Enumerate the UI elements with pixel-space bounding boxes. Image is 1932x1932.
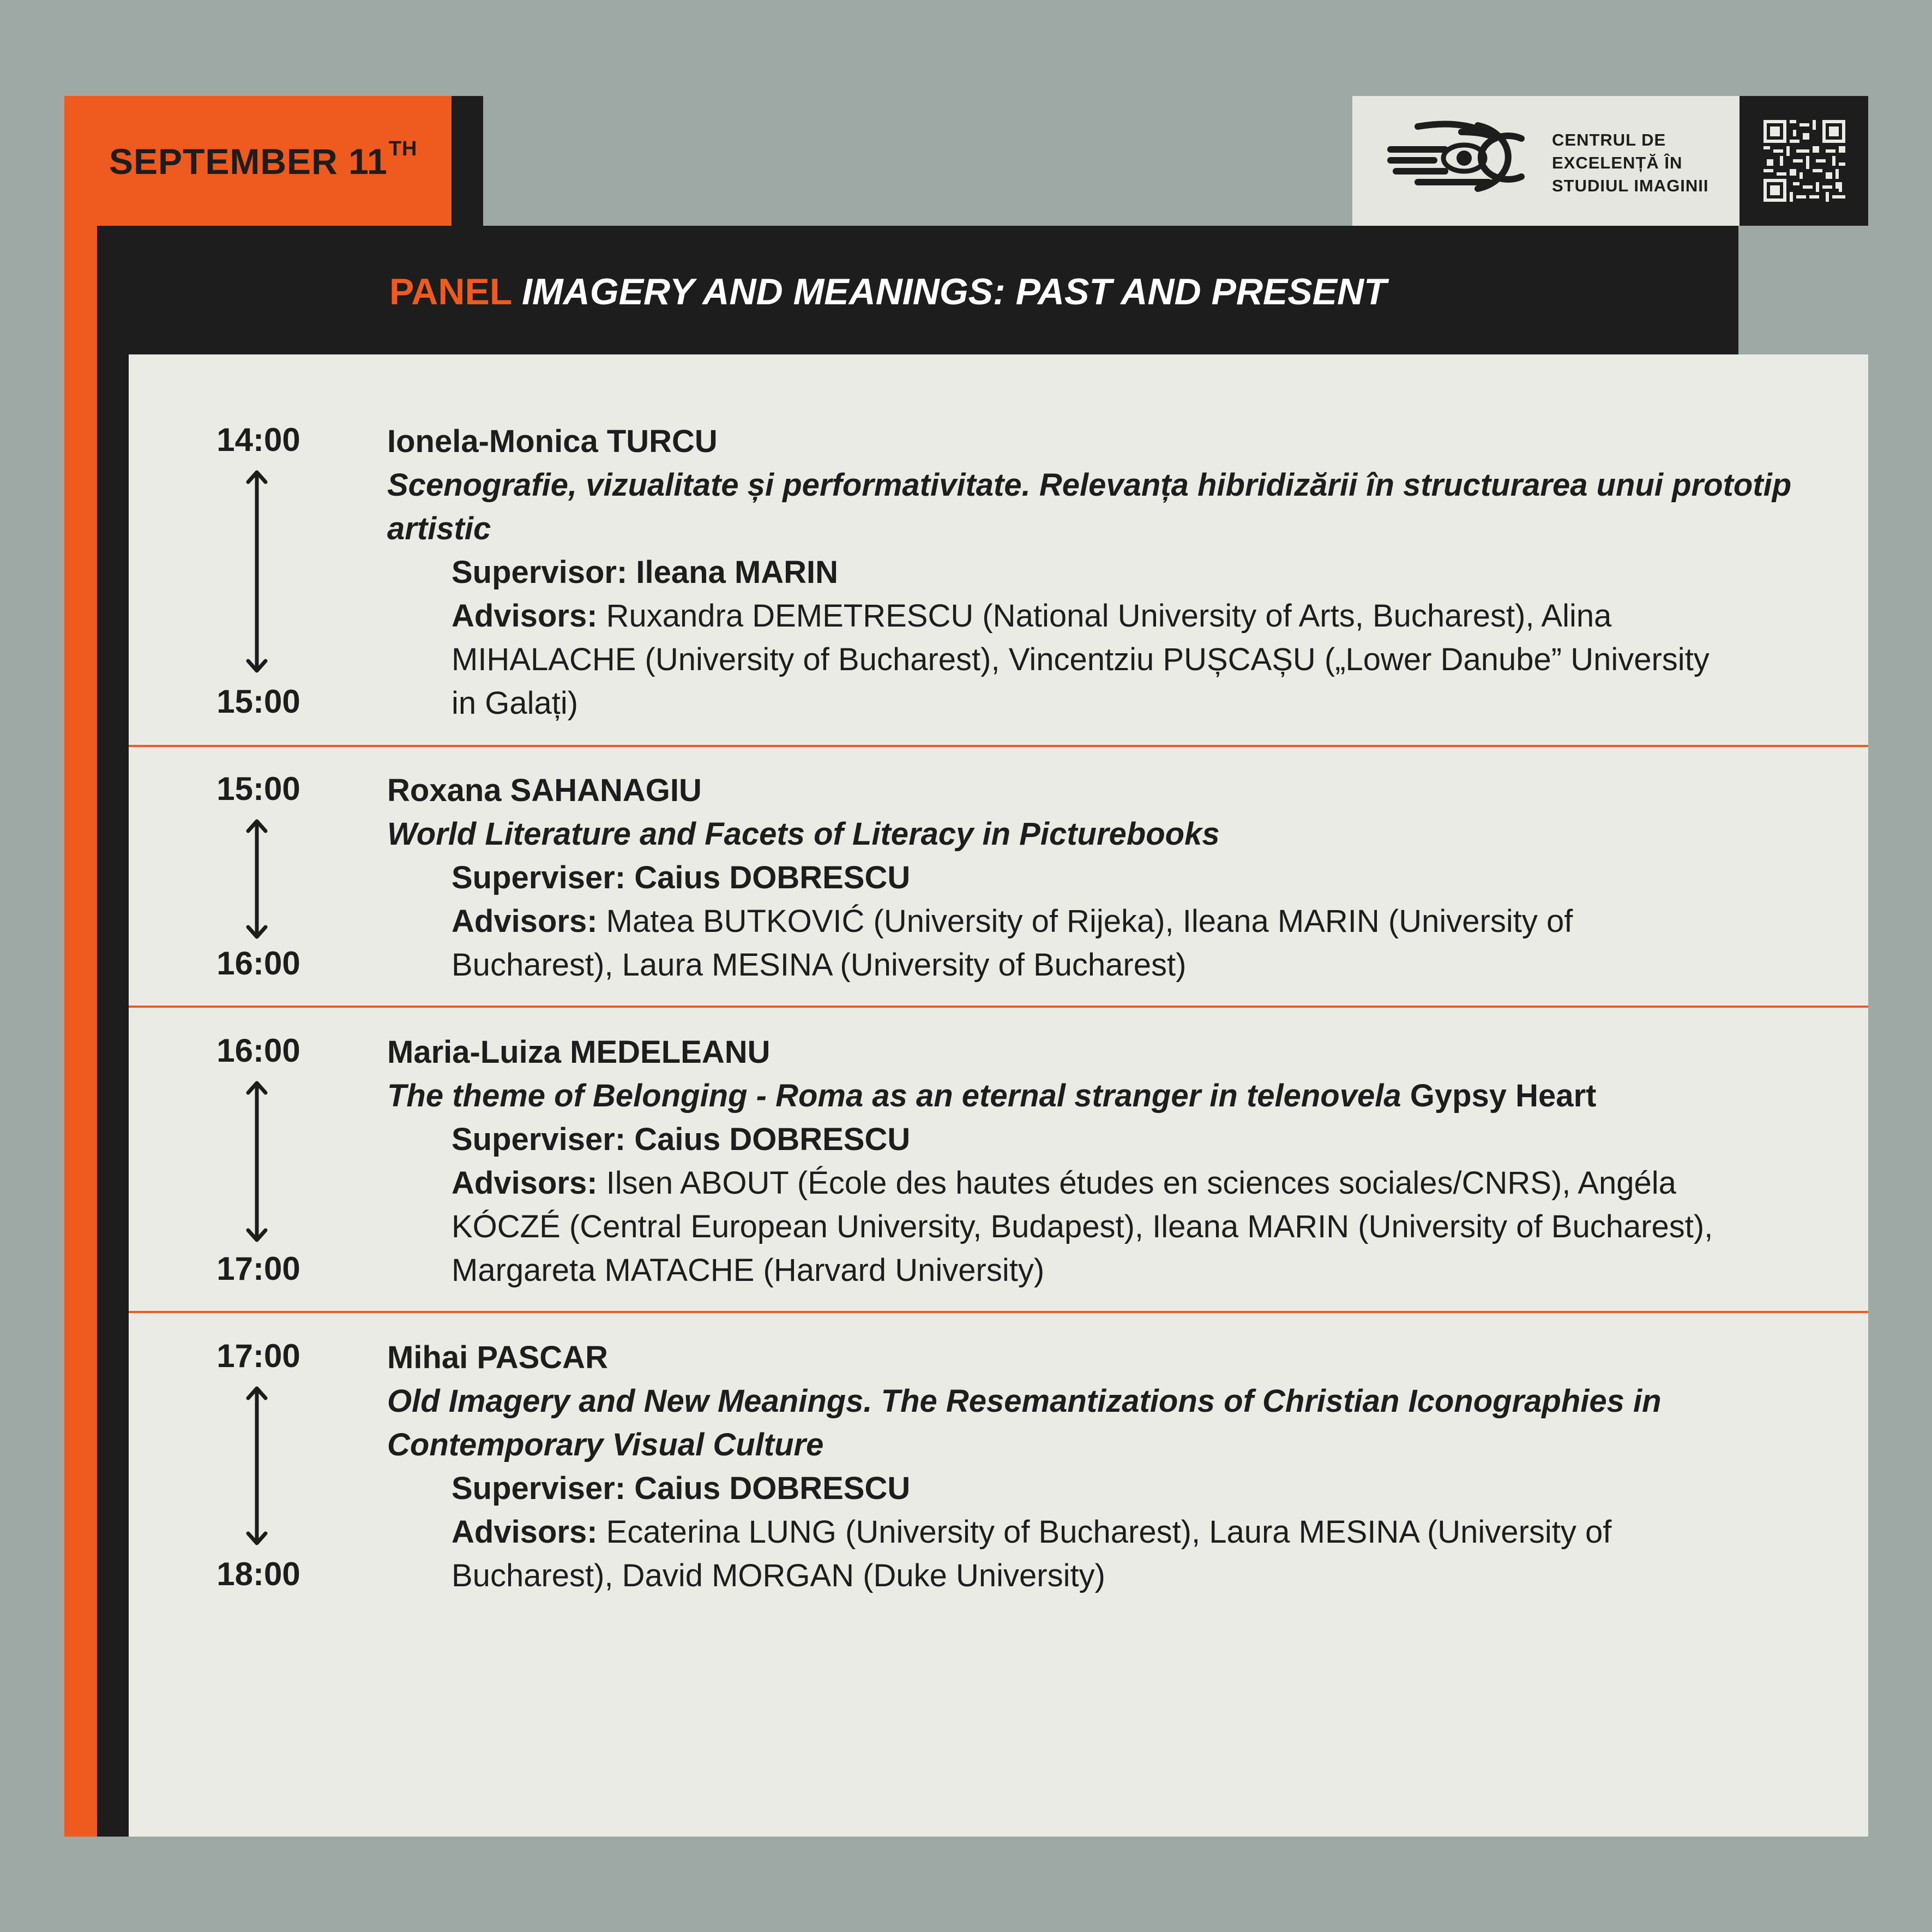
presentation-title-italic: The theme of Belonging - Roma as an eternal stranger in telenovela xyxy=(387,1078,1401,1114)
panel-word: PANEL xyxy=(389,271,512,312)
supervisor-line: Supervisor: Ileana MARIN xyxy=(452,555,839,590)
advisors-label: Advisors: xyxy=(452,598,598,634)
presentation-title: Scenografie, vizualitate și performativitate. Relevanța hibridizării în structurarea unui prototip artistic xyxy=(387,467,1792,546)
presenter-name: Ionela-Monica TURCU xyxy=(387,424,718,459)
logo-line-3: STUDIUL IMAGINII xyxy=(1552,176,1709,195)
presentation-title xyxy=(387,1074,1816,1118)
advisors-label: Advisors: xyxy=(452,1514,598,1550)
session-start-time: 16:00 xyxy=(216,1032,300,1069)
session-start-time: 14:00 xyxy=(216,422,300,458)
date-text: SEPTEMBER 11 xyxy=(109,141,388,182)
double-arrow-icon xyxy=(243,818,270,940)
advisors-line xyxy=(452,1510,1722,1598)
logo-text xyxy=(1552,129,1709,197)
session-end-time: 15:00 xyxy=(216,683,300,720)
session-divider xyxy=(129,745,1868,747)
session-divider xyxy=(129,1006,1868,1008)
double-arrow-icon xyxy=(243,469,270,674)
presentation-title: World Literature and Facets of Literacy in Picturebooks xyxy=(387,816,1220,852)
session-start-time: 15:00 xyxy=(216,771,300,807)
date-badge-shadow xyxy=(452,96,483,226)
advisors-list: Matea BUTKOVIĆ (University of Rijeka), Ileana MARIN (University of Bucharest), Laura MESINA (University of Bucharest) xyxy=(452,904,1573,983)
session-start-time: 17:00 xyxy=(216,1338,300,1374)
panel-heading xyxy=(389,270,1387,313)
supervisor-line: Superviser: Caius DOBRESCU xyxy=(452,1122,911,1157)
session-end-time: 16:00 xyxy=(216,945,300,982)
presenter-name: Mihai PASCAR xyxy=(387,1340,608,1375)
presenter-name: Maria-Luiza MEDELEANU xyxy=(387,1034,771,1070)
qr-code-icon[interactable] xyxy=(1764,120,1845,202)
panel-title: IMAGERY AND MEANINGS: PAST AND PRESENT xyxy=(522,271,1387,312)
logo-line-2: EXCELENȚĂ ÎN xyxy=(1552,153,1683,172)
advisors-list: Ecaterina LUNG (University of Bucharest), Laura MESINA (University of Bucharest), David MORGAN (Duke University) xyxy=(452,1514,1612,1593)
logo-line-1: CENTRUL DE xyxy=(1552,130,1666,149)
hand-eye-logo-icon xyxy=(1385,116,1543,197)
supervisor-line: Superviser: Caius DOBRESCU xyxy=(452,1471,911,1506)
advisors-line xyxy=(452,594,1722,725)
double-arrow-icon xyxy=(243,1385,270,1546)
session-end-time: 18:00 xyxy=(216,1556,300,1592)
double-arrow-icon xyxy=(243,1080,270,1243)
presenter-name: Roxana SAHANAGIU xyxy=(387,773,702,808)
date-suffix: TH xyxy=(388,137,418,160)
session-end-time: 17:00 xyxy=(216,1250,300,1287)
advisors-label: Advisors: xyxy=(452,1165,598,1201)
date-label xyxy=(109,137,418,182)
supervisor-line: Superviser: Caius DOBRESCU xyxy=(452,860,911,895)
advisors-list: Ilsen ABOUT (École des hautes études en sciences sociales/CNRS), Angéla KÓCZÉ (Central European University, Budapest), Ileana MARIN (University of Bucharest), Margareta MATACHE (Harvard University) xyxy=(452,1165,1713,1288)
advisors-line xyxy=(452,1161,1771,1292)
advisors-line xyxy=(452,900,1722,987)
advisors-list: Ruxandra DEMETRESCU (National University of Arts, Bucharest), Alina MIHALACHE (University of Bucharest), Vincentziu PUȘCAȘU („Lower Danube” University in Galați) xyxy=(452,598,1710,721)
session-divider xyxy=(129,1311,1868,1313)
advisors-label: Advisors: xyxy=(452,904,598,939)
header-gap xyxy=(483,96,1352,226)
presentation-title: Old Imagery and New Meanings. The Resemantizations of Christian Iconographies in Contemporary Visual Culture xyxy=(387,1383,1662,1462)
presentation-title-work: Gypsy Heart xyxy=(1401,1078,1597,1114)
